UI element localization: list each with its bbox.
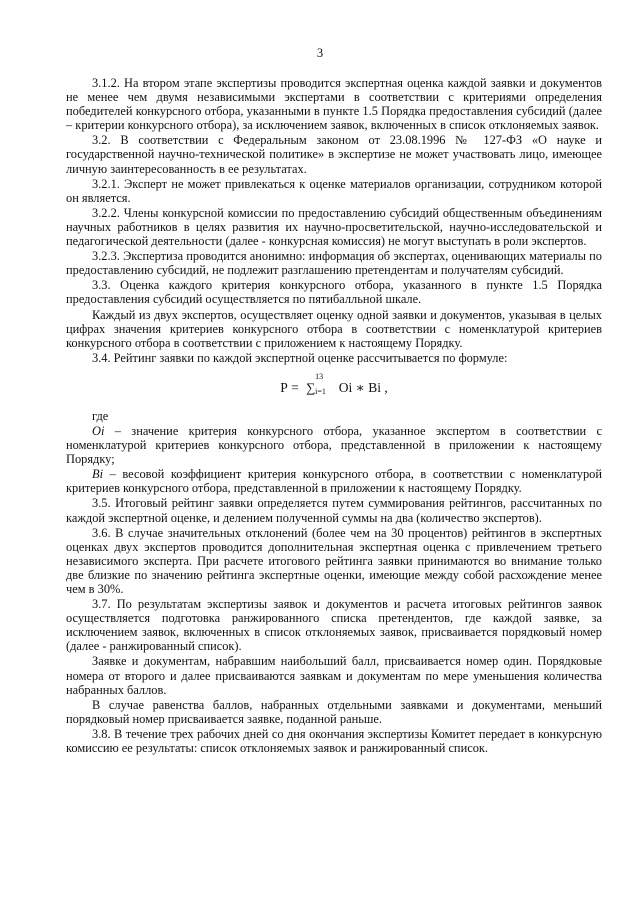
formula-body: Oi ∗ Bi , — [338, 379, 388, 395]
paragraph-rank-one: Заявке и документам, набравшим наибольший балл, присваивается номер один. Порядковые номера от второго и далее присваиваются заявкам и документам по мере уменьшения количества набранных баллов. — [66, 654, 602, 697]
definition-oi — [66, 424, 602, 466]
where-label: где — [92, 408, 109, 423]
sum-upper-limit: 13 — [315, 371, 324, 381]
page-number: 3 — [316, 46, 324, 60]
rating-formula — [66, 371, 602, 397]
definition-bi-text: – весовой коэффициент критерия конкурсного отбора, в соответствии с номенклатурой критериев конкурсного отбора, представленной в приложении к настоящему Порядку. — [66, 467, 602, 496]
formula-sum — [306, 371, 333, 397]
paragraph-3-4: 3.4. Рейтинг заявки по каждой экспертной оценке рассчитывается по формуле: — [92, 350, 508, 365]
paragraph-3-2: 3.2. В соответствии с Федеральным законом от 23.08.1996 № 127-ФЗ «О науке и государственной научно-технической политике» в экспертизе не может участвовать лицо, имеющее личную заинтересованность в ее результатах. — [66, 133, 602, 176]
sum-lower-limit: i=1 — [315, 386, 326, 396]
paragraph-equal-scores: В случае равенства баллов, набранных отдельными заявками и документами, меньший порядковый номер присваивается заявке, поданной раньше. — [66, 697, 602, 726]
variable-oi: Oi — [92, 423, 105, 438]
paragraph-experts-scoring: Каждый из двух экспертов, осуществляет оценку одной заявки и документов, указывая в целых цифрах значения критериев конкурсного отбора в соответствии с номенклатурой критериев конкурсного отбора в соответствии с приложением к настоящему Порядку. — [66, 307, 602, 350]
paragraph-3-6: 3.6. В случае значительных отклонений (более чем на 30 процентов) рейтингов в экспертных оценках двух экспертов проводится дополнительная экспертная оценка с привлечением третьего независимого эксперта. При расчете итогового рейтинга заявки принимаются во внимание только две близкие по значению рейтинга экспертные оценки, имеющие между собой расхождение менее чем в 30%. — [66, 525, 602, 596]
paragraph-3-1-2: 3.1.2. На втором этапе экспертизы проводится экспертная оценка каждой заявки и документов не менее чем двумя независимыми экспертами в соответствии с критериями определения победителей конкурсного отбора, указанными в пункте 1.5 Порядка предоставления субсидий (далее – критерии конкурсного отбора), за исключением заявок, включенных в список отклоняемых заявок. — [66, 76, 602, 133]
definition-oi-text: – значение критерия конкурсного отбора, указанное экспертом в соответствии с номенклатурой критериев конкурсного отбора, представленной в приложении к настоящему Порядку; — [66, 423, 602, 467]
paragraph-3-5: 3.5. Итоговый рейтинг заявки определяется путем суммирования рейтингов, рассчитанных по каждой экспертной оценке, и делением полученной суммы на два (количество экспертов). — [66, 496, 602, 525]
paragraph-3-2-2: 3.2.2. Члены конкурсной комиссии по предоставлению субсидий общественным объединениям научных работников в целях развития их научно-просветительской, научно-исследовательской и педагогической деятельности (далее - конкурсная комиссия) не могут выступать в роли экспертов. — [66, 205, 602, 249]
paragraph-3-7: 3.7. По результатам экспертизы заявок и документов и расчета итоговых рейтингов заявок осуществляется подготовка ранжированного списка претендентов, где каждой заявке, за исключением заявок, включенных в список отклоняемых заявок, присваивается порядковый номер (далее - ранжированный список). — [66, 597, 602, 654]
paragraph-3-8: 3.8. В течение трех рабочих дней со дня окончания экспертизы Комитет передает в конкурсную комиссию ее результаты: список отклоняемых заявок и ранжированный список. — [66, 726, 602, 756]
paragraph-3-3: 3.3. Оценка каждого критерия конкурсного отбора, указанного в пункте 1.5 Порядка предоставления субсидий осуществляется по пятибалльной шкале. — [66, 278, 602, 307]
paragraph-3-2-1: 3.2.1. Эксперт не может привлекаться к оценке материалов организации, сотрудником которой он является. — [66, 176, 602, 205]
formula-lhs: Р = — [280, 379, 299, 395]
variable-bi: Bi — [92, 467, 104, 482]
definition-bi — [66, 467, 602, 495]
sigma-symbol: ∑ — [306, 379, 316, 395]
paragraph-3-2-3: 3.2.3. Экспертиза проводится анонимно: информация об экспертах, оценивающих материалы по предоставлению субсидий, не подлежит разглашению претендентам и получателям субсидий. — [66, 249, 602, 278]
document-body — [66, 76, 602, 756]
